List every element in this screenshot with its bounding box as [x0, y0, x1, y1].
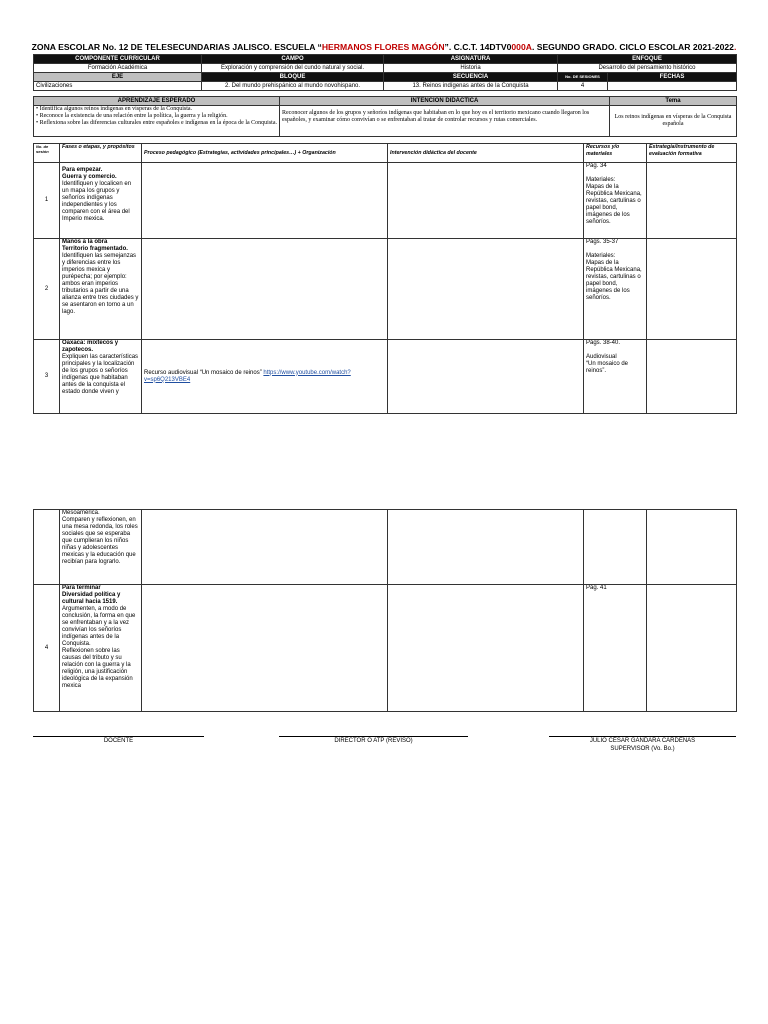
session-number: 3 [34, 340, 60, 414]
fase-text: Expliquen las características principales y la localización de los grupos o señoríos indígenas que habitaban antes de la conquista el estado donde viven y [62, 354, 139, 395]
session-fase [60, 340, 142, 414]
eje-value: Civilizaciones [34, 82, 202, 91]
session-fase-continued: Mesoamérica. Comparen y reflexionen, en una mesa redonda, los roles sociales que se esperaba que cumplieran los niños niñas y adolescentes mexicas y la educación que recibían para lograrlo. [60, 510, 142, 585]
signature-line-docente [33, 736, 204, 737]
col-recursos: Recursos y/o materiales [584, 144, 647, 163]
eje-label: EJE [34, 73, 202, 82]
session-estrategia [647, 163, 737, 239]
session-proceso [142, 510, 388, 585]
session-fase [60, 585, 142, 712]
session-proceso [142, 239, 388, 340]
session-recursos [584, 510, 647, 585]
intencion-label: INTENCIÓN DIDÁCTICA [280, 97, 610, 106]
sessions-table [33, 143, 737, 414]
enfoque-label: ENFOQUE [558, 55, 737, 64]
sessions-table-continued [33, 509, 737, 712]
col-fases: Fases o etapas, y propósitos [60, 144, 142, 163]
supervisor-name: JULIO CÉSAR GÁNDARA CÁRDENAS [589, 738, 696, 744]
table-row [34, 163, 737, 239]
title-text-2: ”. C.C.T. 14DTV0 [444, 42, 512, 52]
tema-text: Los reinos indígenas en vísperas de la Conquista española [610, 106, 737, 137]
session-fase [60, 163, 142, 239]
intencion-text: Reconocer algunos de los grupos y señoríos indígenas que habitaban en lo que hoy es el territorio mexicano cuando llegaron los españoles, y examinar cómo convivían o se enfrentaban al tratar de controlar recursos y rutas comerciales. [280, 106, 610, 137]
session-recursos: Págs. 38-40. Audiovisual “Un mosaico de reinos”. [584, 340, 647, 414]
session-fase [60, 239, 142, 340]
campo-value: Exploración y comprensión del cundo natural y social. [202, 64, 384, 73]
proceso-text: Recurso audiovisual “Un mosaico de reinos” [144, 369, 264, 376]
table-row [34, 340, 737, 414]
fechas-value [608, 82, 737, 91]
youtube-link[interactable]: https://www.youtube.com/watch?v=sp6Q213VBE4 [144, 369, 351, 383]
col-sesion: No. de sesión [34, 144, 60, 163]
session-estrategia [647, 340, 737, 414]
session-recursos: Págs. 35-37 Materiales: Mapas de la República Mexicana, revistas, cartulinas o papel bond, imágenes de los señoríos. [584, 239, 647, 340]
fase-title: Manos a la obra Territorio fragmentado. [62, 239, 128, 252]
session-proceso [142, 340, 388, 414]
aprendizaje-text: • Identifica algunos reinos indígenas en vísperas de la Conquista. • Reconoce la existencia de una relación entre la política, la guerra y la religión. • Reflexiona sobre las diferencias culturales entre españoles e indígenas en la época de la Conquista. [34, 106, 280, 137]
asignatura-value: Historia [384, 64, 558, 73]
sesiones-label: No. DE SESIONES [558, 73, 608, 82]
componente-label: COMPONENTE CURRICULAR [34, 55, 202, 64]
secuencia-value: 13. Reinos indígenas antes de la Conquista [384, 82, 558, 91]
bloque-label: BLOQUE [202, 73, 384, 82]
session-intervencion [388, 340, 584, 414]
director-label: DIRECTOR O ATP (REVISÓ) [334, 738, 413, 744]
session-intervencion [388, 585, 584, 712]
title-end: . [733, 42, 737, 52]
session-intervencion [388, 239, 584, 340]
sesiones-value: 4 [558, 82, 608, 91]
document-title [0, 42, 768, 52]
fase-text: Identifiquen las semejanzas y diferencias entre los imperios mexica y purépecha; por ejemplo: ambos eran imperios tributarios a partir de una alianza entre tres ciudades y se asentaron en torno a un lago. [62, 253, 139, 315]
table-row [34, 510, 737, 585]
session-recursos: Pág. 34 Materiales: Mapas de la República Mexicana, revistas, cartulinas o papel bond, imágenes de los señoríos. [584, 163, 647, 239]
fase-title: Oaxaca: mixtecos y zapotecos. [62, 340, 119, 353]
session-number: 2 [34, 239, 60, 340]
bloque-value: 2. Del mundo prehispánico al mundo novohispano. [202, 82, 384, 91]
session-estrategia [647, 510, 737, 585]
col-intervencion: Intervención didáctica del docente [388, 144, 584, 163]
componente-value: Formación Académica [34, 64, 202, 73]
col-proceso: Proceso pedagógico (Estrategias, actividades principales…) + Organización [142, 144, 388, 163]
session-proceso [142, 163, 388, 239]
asignatura-label: ASIGNATURA [384, 55, 558, 64]
session-recursos: Pág. 41 [584, 585, 647, 712]
enfoque-value: Desarrollo del pensamiento histórico [558, 64, 737, 73]
signature-line-director [279, 736, 468, 737]
session-number [34, 510, 60, 585]
table-row [34, 239, 737, 340]
tema-label: Tema [610, 97, 737, 106]
title-text-1: ZONA ESCOLAR No. 12 DE TELESECUNDARIAS JALISCO. ESCUELA “ [31, 42, 322, 52]
info-table [33, 54, 737, 91]
fase-title: Para terminar Diversidad política y cultural hacia 1519. [62, 585, 121, 605]
title-text-3: . SEGUNDO GRADO. CICLO ESCOLAR 2021-2022 [531, 42, 734, 52]
supervisor-role: SUPERVISOR (Vo. Bo.) [610, 746, 675, 752]
fase-title: Para empezar. Guerra y comercio. [62, 167, 117, 180]
campo-label: CAMPO [202, 55, 384, 64]
fase-text: Argumenten, a modo de conclusión, la forma en que se enfrentaban y a la vez convivían los señoríos indígenas antes de la Conquista. Reflexionen sobre las causas del tributo y su relación con la guerra y la religión, una justificación ideológica de la expansión mexica [62, 606, 136, 689]
secuencia-label: SECUENCIA [384, 73, 558, 82]
docente-label: DOCENTE [103, 738, 134, 744]
table-row [34, 585, 737, 712]
fechas-label: FECHAS [608, 73, 737, 82]
session-intervencion [388, 510, 584, 585]
session-estrategia [647, 585, 737, 712]
fase-text: Identifiquen y localicen en un mapa los grupos y señoríos indígenas independientes y los comparen con el área del Imperio mexica. [62, 181, 132, 222]
school-name: HERMANOS FLORES MAGÓN [321, 42, 445, 52]
session-intervencion [388, 163, 584, 239]
session-number: 4 [34, 585, 60, 712]
aprendizaje-table [33, 96, 737, 137]
session-estrategia [647, 239, 737, 340]
session-number: 1 [34, 163, 60, 239]
signature-line-supervisor [549, 736, 736, 737]
session-proceso [142, 585, 388, 712]
cct-code: 000A [511, 42, 532, 52]
col-estrategia: Estrategia/instrumento de evaluación formativa [647, 144, 737, 163]
aprendizaje-label: APRENDIZAJE ESPERADO [34, 97, 280, 106]
